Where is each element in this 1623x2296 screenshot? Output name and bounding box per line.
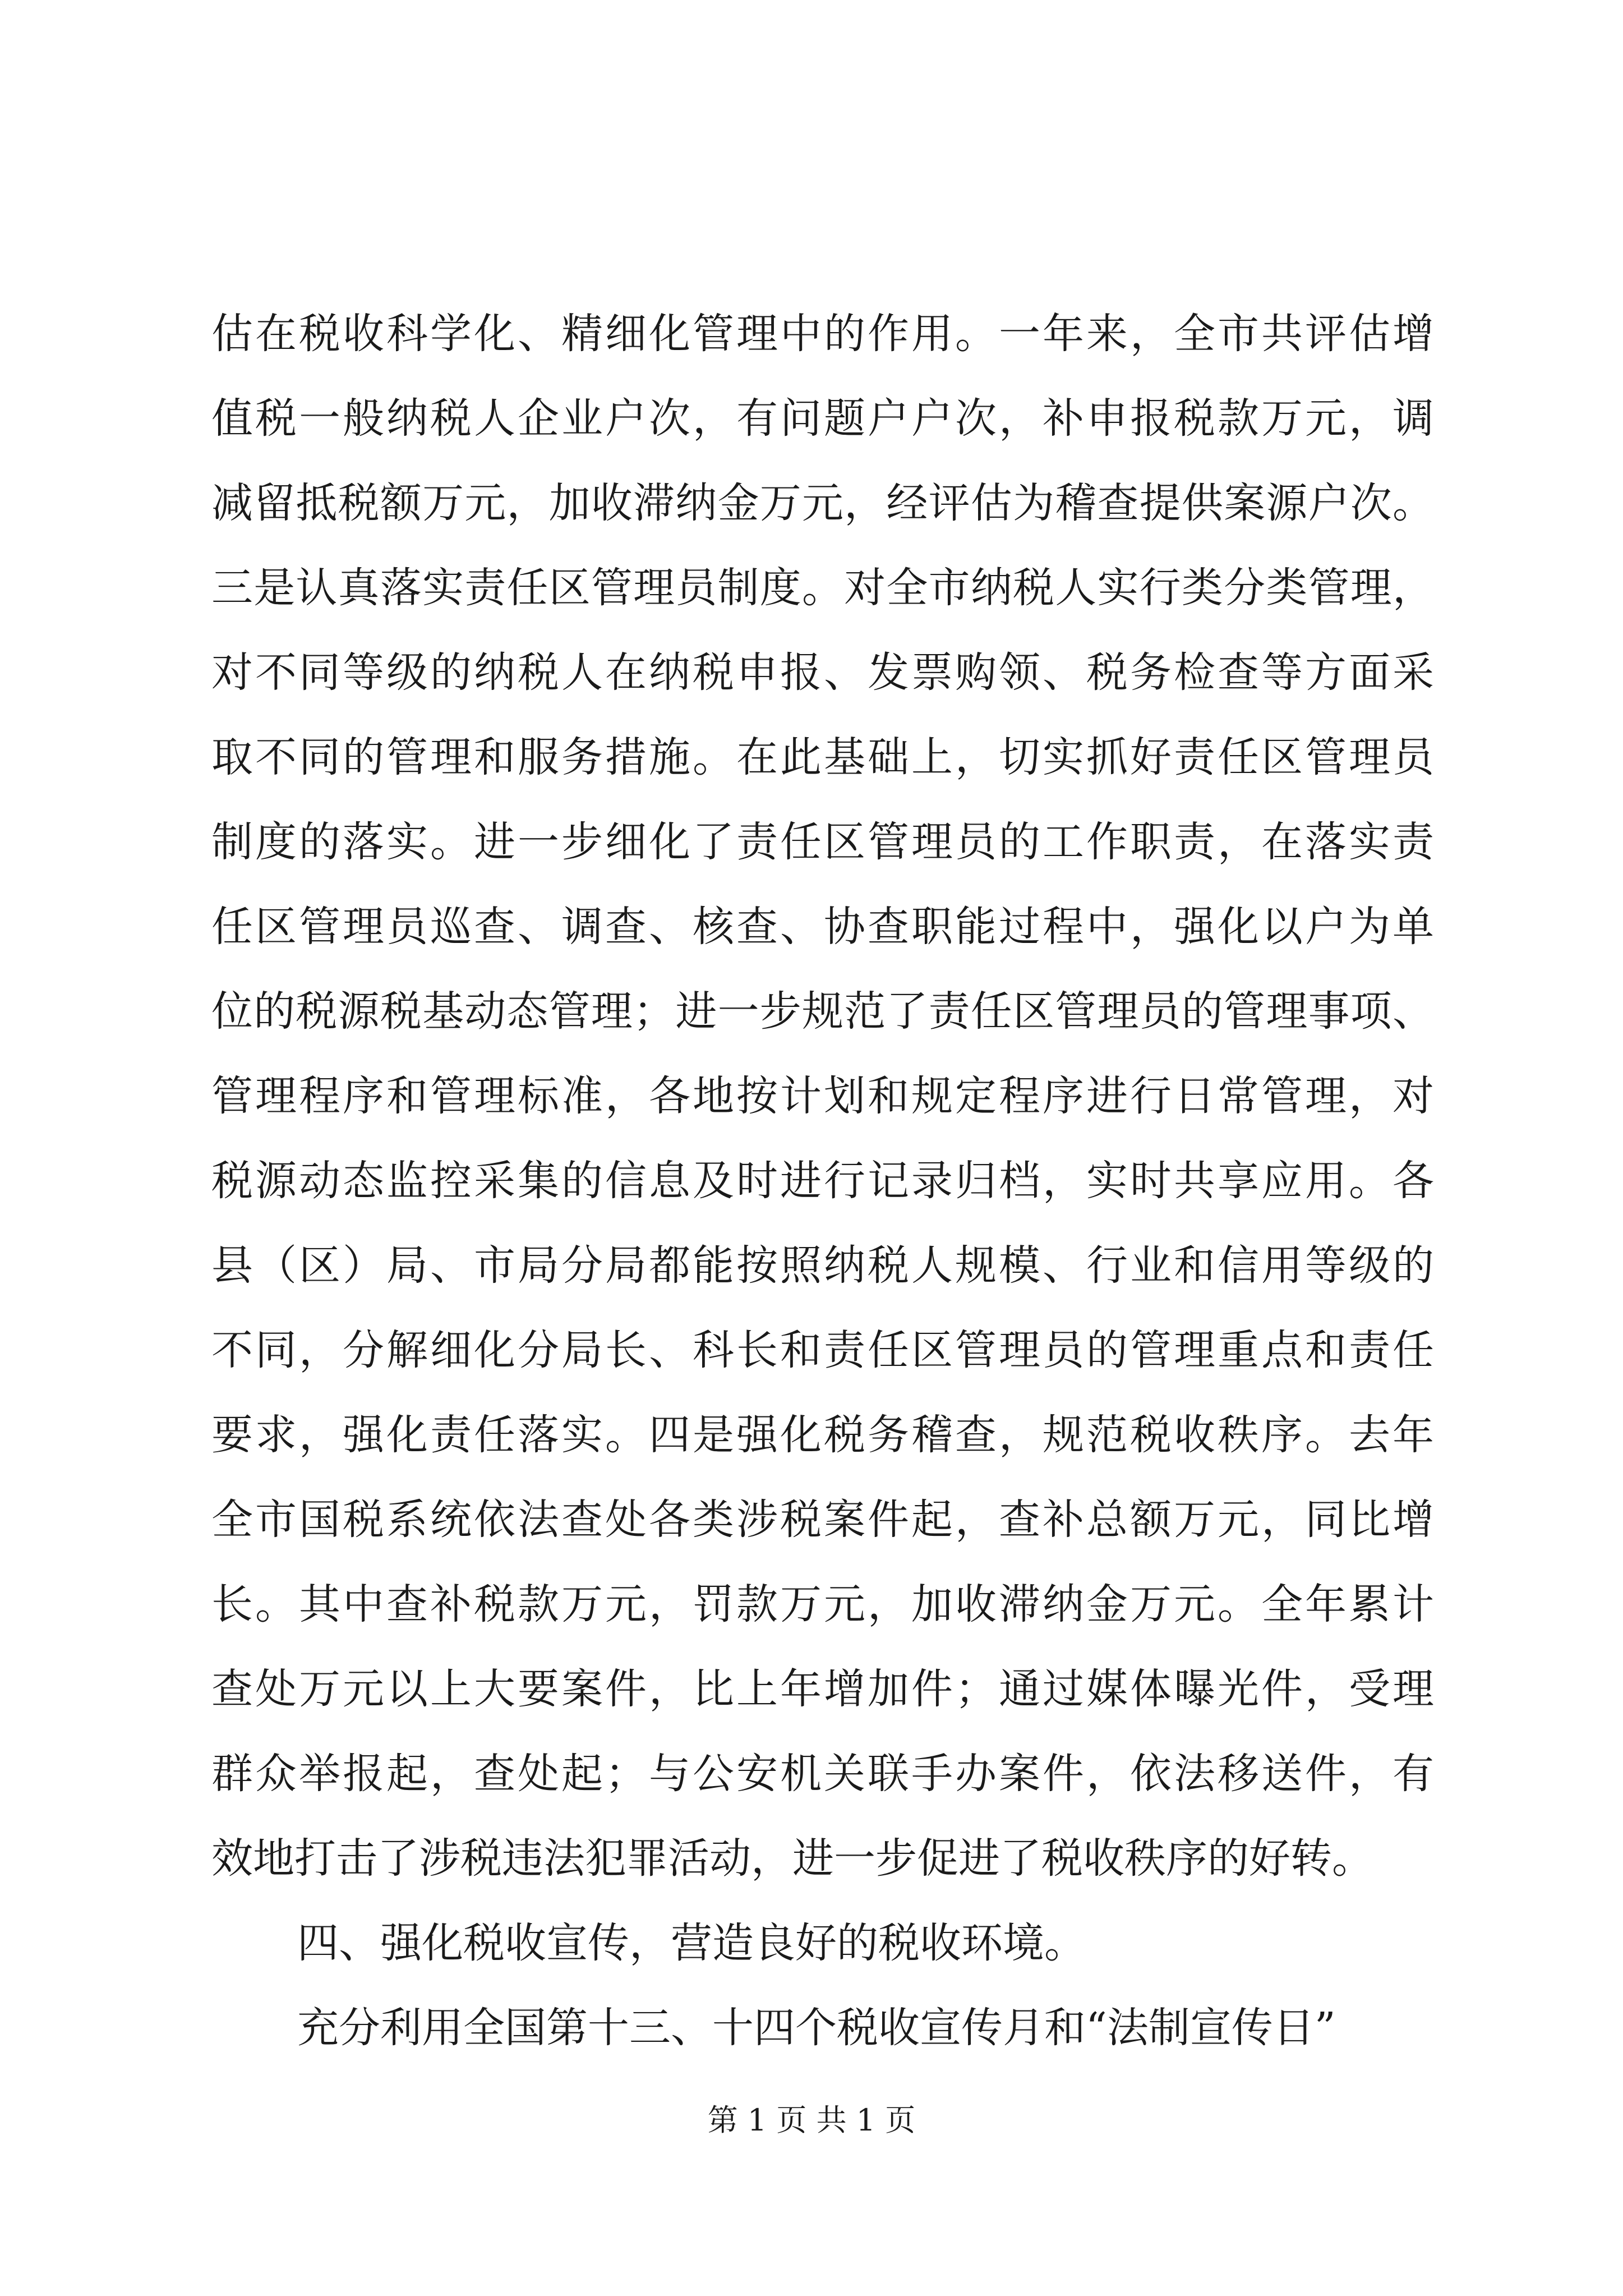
page-number-label: 第 1 页 共 1 页 (707, 2102, 916, 2138)
paragraph-line-2: 值税一般纳税人企业户次，有问题户户次，补申报税款万元，调 (211, 394, 1434, 443)
paragraph-line-9: 位的税源税基动态管理；进一步规范了责任区管理员的管理事项、 (211, 987, 1434, 1036)
paragraph-line-17: 查处万元以上大要案件，比上年增加件；通过媒体曝光件，受理 (211, 1665, 1434, 1713)
paragraph-line-14: 要求，强化责任落实。四是强化税务稽查，规范税收秩序。去年 (211, 1411, 1434, 1459)
paragraph-line-6: 取不同的管理和服务措施。在此基础上，切实抓好责任区管理员 (211, 733, 1434, 781)
paragraph-line-1: 估在税收科学化、精细化管理中的作用。一年来，全市共评估增 (211, 310, 1434, 358)
paragraph-line-8: 任区管理员巡查、调查、核查、协查职能过程中，强化以户为单 (211, 903, 1434, 951)
paragraph-start-line: 充分利用全国第十三、十四个税收宣传月和“法制宣传日” (297, 2004, 1336, 2052)
paragraph-line-19: 效地打击了涉税违法犯罪活动，进一步促进了税收秩序的好转。 (211, 1834, 1373, 1883)
paragraph-line-5: 对不同等级的纳税人在纳税申报、发票购领、税务检查等方面采 (211, 648, 1434, 697)
paragraph-line-18: 群众举报起，查处起；与公安机关联手办案件，依法移送件，有 (211, 1750, 1434, 1798)
document-body (211, 292, 1434, 2070)
paragraph-line-11: 税源动态监控采集的信息及时进行记录归档，实时共享应用。各 (211, 1157, 1434, 1205)
page-footer (0, 2101, 1623, 2140)
paragraph-line-13: 不同，分解细化分局长、科长和责任区管理员的管理重点和责任 (211, 1326, 1434, 1374)
paragraph-line-12: 县（区）局、市局分局都能按照纳税人规模、行业和信用等级的 (211, 1241, 1434, 1290)
paragraph-line-10: 管理程序和管理标准，各地按计划和规定程序进行日常管理，对 (211, 1072, 1434, 1120)
paragraph-line-3: 减留抵税额万元，加收滞纳金万元，经评估为稽查提供案源户次。 (211, 479, 1434, 527)
paragraph-line-7: 制度的落实。进一步细化了责任区管理员的工作职责，在落实责 (211, 818, 1434, 866)
paragraph-line-16: 长。其中查补税款万元，罚款万元，加收滞纳金万元。全年累计 (211, 1580, 1434, 1628)
paragraph-line-15: 全市国税系统依法查处各类涉税案件起，查补总额万元，同比增 (211, 1496, 1434, 1544)
paragraph-line-4: 三是认真落实责任区管理员制度。对全市纳税人实行类分类管理， (211, 564, 1434, 612)
section-heading: 四、强化税收宣传，营造良好的税收环境。 (297, 1919, 1086, 1967)
